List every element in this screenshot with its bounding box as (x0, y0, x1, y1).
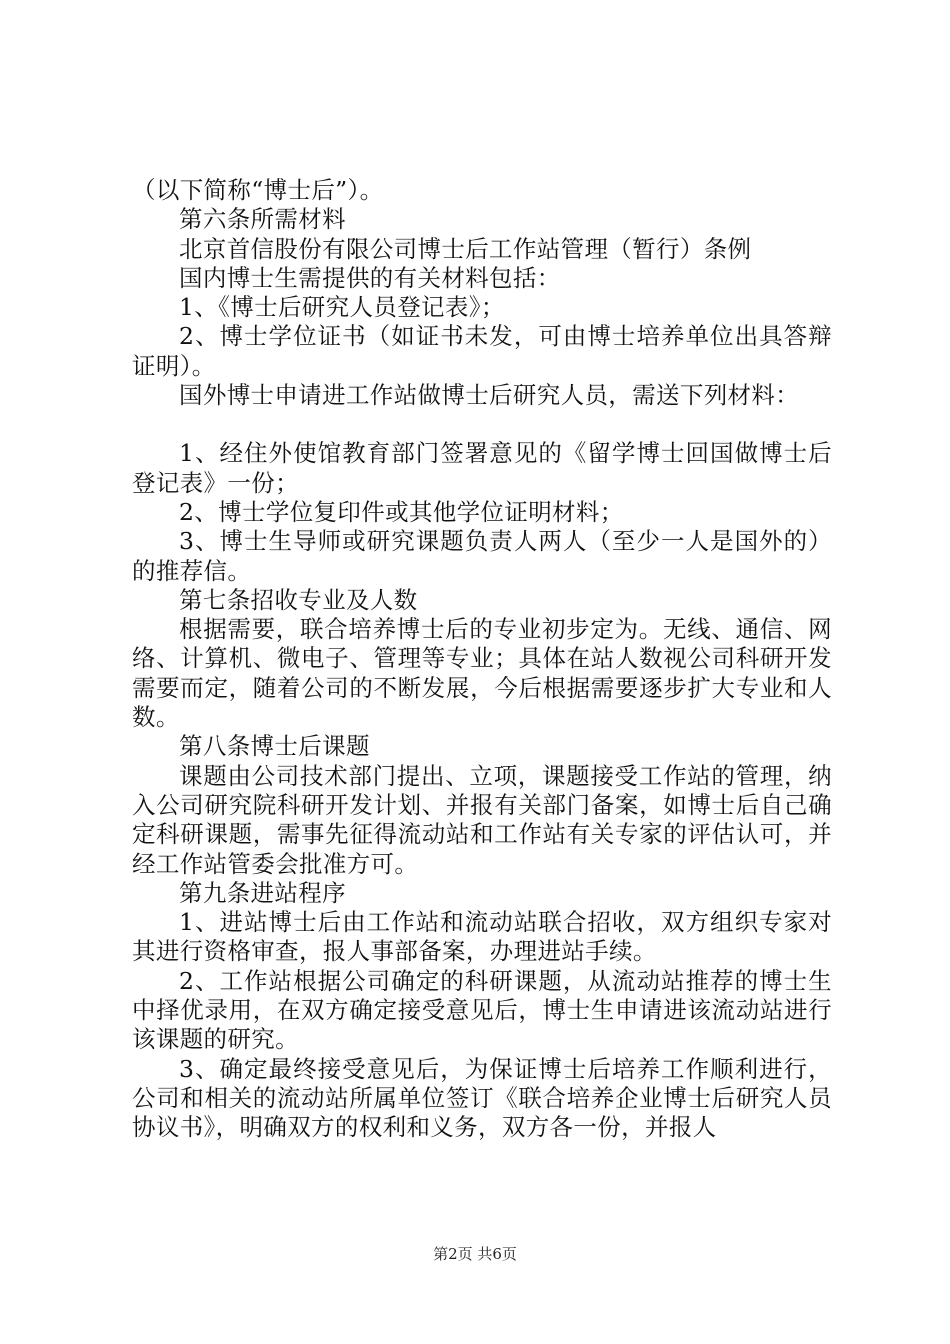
section-heading: 第六条所需材料 (179, 205, 346, 234)
list-item: 2、工作站根据公司确定的科研课题，从流动站推荐的博士生中择优录用，在双方确定接受意见后，博士生申请进该流动站进行该课题的研究。 (132, 966, 832, 1054)
section-heading: 第八条博士后课题 (179, 732, 370, 761)
section-heading: 第七条招收专业及人数 (179, 585, 418, 614)
document-body (132, 176, 832, 1143)
list-item: 2、博士学位复印件或其他学位证明材料； (179, 497, 624, 526)
list-item: 1、《博士后研究人员登记表》； (179, 293, 505, 322)
list-item: 3、确定最终接受意见后，为保证博士后培养工作顺利进行，公司和相关的流动站所属单位签订《联合培养企业博士后研究人员协议书》，明确双方的权利和义务，双方各一份，并报人 (132, 1054, 832, 1142)
list-item: 1、进站博士后由工作站和流动站联合招收，双方组织专家对其进行资格审查，报人事部备案，办理进站手续。 (132, 908, 832, 966)
paragraph: 国外博士申请进工作站做博士后研究人员，需送下列材料： (179, 381, 800, 410)
paragraph: 根据需要，联合培养博士后的专业初步定为。无线、通信、网络、计算机、微电子、管理等专业；具体在站人数视公司科研开发需要而定，随着公司的不断发展，今后根据需要逐步扩大专业和人数。 (132, 615, 832, 732)
list-item: 2、博士学位证书（如证书未发，可由博士培养单位出具答辩证明）。 (132, 322, 832, 380)
paragraph: （以下简称“博士后”）。 (132, 176, 384, 204)
paragraph: 国内博士生需提供的有关材料包括： (179, 263, 561, 292)
paragraph: 北京首信股份有限公司博士后工作站管理（暂行）条例 (179, 234, 752, 263)
list-item: 3、博士生导师或研究课题负责人两人（至少一人是国外的）的推荐信。 (132, 527, 832, 585)
paragraph: 课题由公司技术部门提出、立项，课题接受工作站的管理，纳入公司研究院科研开发计划、并报有关部门备案，如博士后自己确定科研课题，需事先征得流动站和工作站有关专家的评估认可，并经工作站管委会批准方可。 (132, 761, 832, 878)
list-item: 1、经住外使馆教育部门签署意见的《留学博士回国做博士后登记表》一份； (132, 439, 832, 497)
page-number: 第2页 共6页 (433, 1245, 517, 1263)
section-heading: 第九条进站程序 (179, 878, 346, 907)
